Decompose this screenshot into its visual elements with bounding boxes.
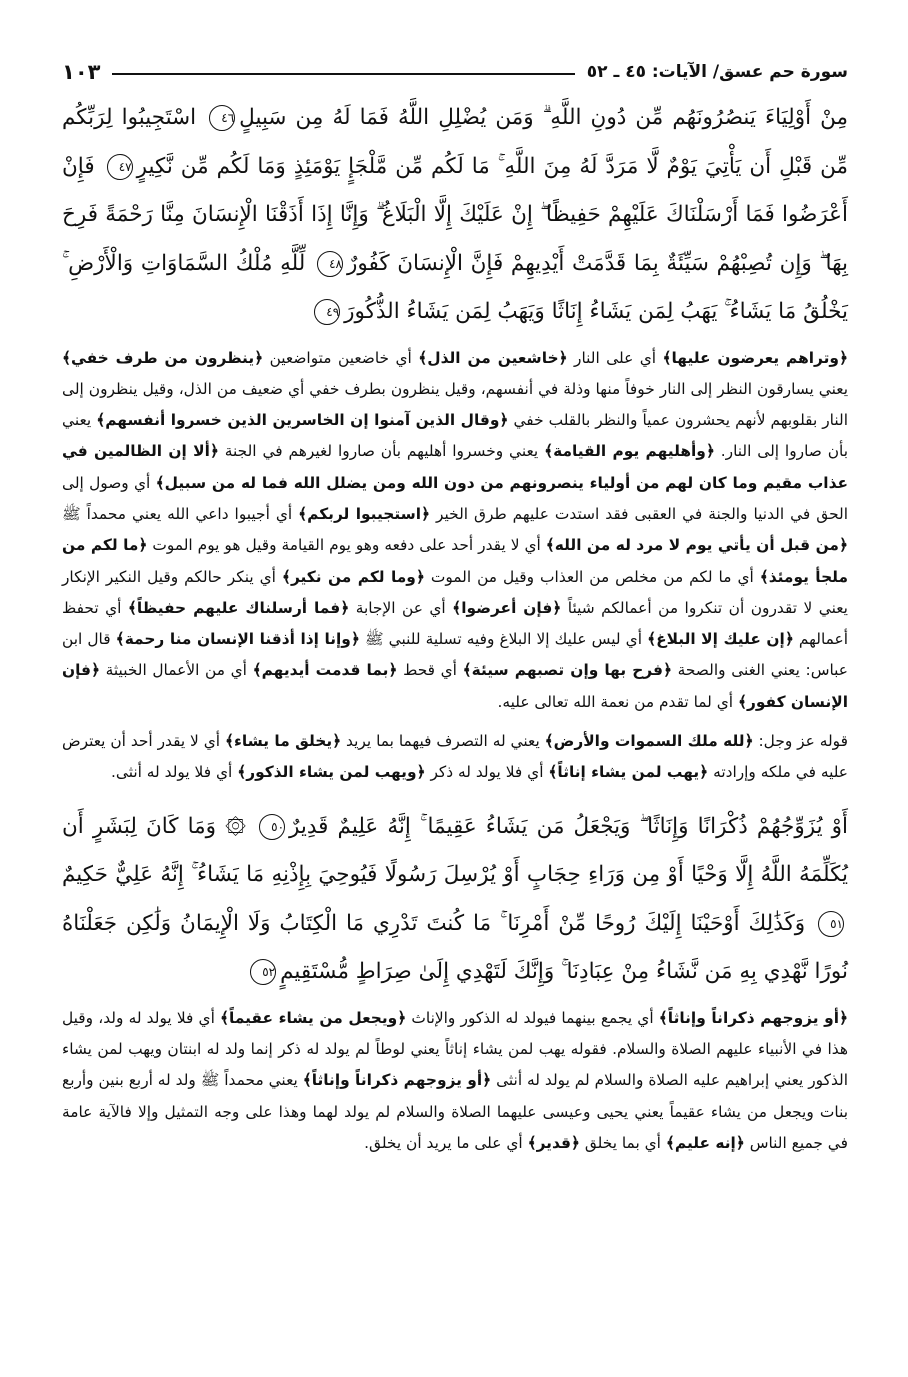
quoted-verse-phrase: ﴿يخلق ما يشاء﴾ — [224, 732, 342, 751]
tafsir-section-1 — [62, 343, 848, 789]
commentary-text: أي بما يخلق — [579, 1133, 666, 1152]
commentary-text: أي فلا يولد له ذكر — [425, 763, 549, 782]
quoted-verse-phrase: ﴿فرح بها وإن تصبهم سيئة﴾ — [462, 661, 672, 680]
quoted-verse-phrase: ﴿إنه عليم﴾ — [665, 1133, 745, 1152]
commentary-text: يعني محمداً ﷺ ولد له أربع بنين وأربع بنات ويجعل من يشاء عقيماً يعني يحيى وعيسى عليهما الصلاة والسلام لم يولد لهما وهذا على وجه التمثيل وإلا فالآية عامة في جميع الناس — [62, 1071, 848, 1152]
commentary-text: أي قحط — [397, 661, 463, 680]
ayah-number-marker: ٤٦ — [209, 105, 235, 131]
commentary-text: يعني يسارقون النظر إلى النار خوفاً منها وذلة في أنفسهم، وقيل ينظرون بطرف خفي أي ضعيف من الذل، وقيل ينظرون إلى النار بقلوبهم لأنهم يحشرون عمياً والنظر بالقلب خفي — [62, 379, 848, 430]
commentary-text: أي وصول إلى الحق في الدنيا والجنة في العقبى فقد استدت عليهم طرق الخير — [62, 473, 848, 523]
ayah-text: أَوْ يُزَوِّجُهُمْ ذُكْرَانًا وَإِنَاثًا ۖ وَيَجْعَلُ مَن يَشَاءُ عَقِيمًا ۚ إِنَّهُ عَلِيمٌ قَدِيرٌ — [289, 813, 848, 839]
quoted-verse-phrase: ﴿خاشعين من الذل﴾ — [418, 348, 568, 367]
quran-block-1 — [62, 94, 848, 337]
ayah-text: لِّلَّهِ مُلْكُ السَّمَاوَاتِ وَالْأَرْضِ ۚ يَخْلُقُ مَا يَشَاءُ ۚ يَهَبُ لِمَن يَشَاءُ إِنَاثًا وَيَهَبُ لِمَن يَشَاءُ الذُّكُورَ — [62, 250, 848, 324]
quoted-verse-phrase: ﴿من قبل أن يأتي يوم لا مرد له من الله﴾ — [545, 536, 848, 555]
commentary-text: أي خاضعين متواضعين — [263, 348, 419, 367]
commentary-text: أي فلا يولد له أنثى. — [110, 763, 238, 782]
ayah-46 — [205, 105, 848, 130]
commentary-text: يعني له التصرف فيهما بما يريد — [341, 732, 545, 751]
quoted-verse-phrase: ﴿وإنا إذا أذقنا الإنسان منا رحمة﴾ — [115, 630, 360, 649]
header-rule — [112, 73, 574, 75]
commentary-text: أي لما تقدم من نعمة الله تعالى عليه. — [497, 692, 738, 711]
ayah-50 — [255, 814, 848, 839]
quoted-verse-phrase: ﴿فما أرسلناك عليهم حفيظاً﴾ — [127, 598, 350, 617]
page-header — [62, 52, 848, 92]
quoted-verse-phrase: ﴿وأهليهم يوم القيامة﴾ — [544, 442, 715, 461]
quoted-verse-phrase: ﴿ويهب لمن يشاء الذكور﴾ — [237, 763, 426, 782]
quoted-verse-phrase: ﴿وقال الذين آمنوا إن الخاسرين الذين خسروا أنفسهم﴾ — [96, 411, 509, 430]
commentary-text: أي تحفظ أعمالهم — [62, 598, 848, 649]
quoted-verse-phrase: ﴿لله ملك السموات والأرض﴾ — [544, 732, 754, 751]
commentary-text: يعني بأن صاروا إلى النار. — [62, 411, 848, 461]
commentary-text: أي فلا يولد له ولد، وقيل هذا في الأنبياء عليهم الصلاة والسلام. فقوله يهب لمن يشاء إناثاً يعني لوطاً لم يولد له ذكر إنما ولد له ابنتان ويهب لمن يشاء الذكور يعني إبراهيم عليه الصلاة والسلام لم يولد له أنثى — [62, 1008, 848, 1090]
tafsir-section-2 — [62, 1003, 848, 1159]
quoted-verse-phrase: ﴿وما لكم من نكير﴾ — [281, 567, 425, 586]
quoted-verse-phrase: ﴿بما قدمت أيديهم﴾ — [252, 661, 398, 680]
quoted-verse-phrase: ﴿أو يزوجهم ذكراناً وإناثاً﴾ — [302, 1071, 492, 1090]
quoted-verse-phrase: ﴿إن عليك إلا البلاغ﴾ — [647, 630, 794, 649]
ayah-text: مِنْ أَوْلِيَاءَ يَنصُرُونَهُم مِّن دُونِ اللَّهِ ۗ وَمَن يُضْلِلِ اللَّهُ فَمَا لَهُ مِن سَبِيلٍ — [239, 105, 849, 130]
commentary-text: أي على النار — [567, 348, 663, 367]
commentary-text: أي لا يقدر أحد أن يعترض عليه في ملكه وإرادته — [62, 732, 848, 782]
quran-block-2 — [62, 803, 848, 997]
tafsir-paragraph — [62, 1003, 848, 1159]
quoted-verse-phrase: ﴿قدير﴾ — [527, 1133, 580, 1152]
quoted-verse-phrase: ﴿فإن الإنسان كفور﴾ — [62, 661, 848, 711]
commentary-text: أي ما لكم من مخلص من العذاب وقيل من الموت — [424, 567, 760, 586]
commentary-text: أي ينكر حالكم وقيل النكير الإنكار يعني لا تقدرون أن تنكروا من أعمالكم شيئاً — [62, 567, 848, 617]
commentary-text: قال ابن عباس: يعني الغنى والصحة — [62, 630, 848, 680]
ayah-text: ۞ وَمَا كَانَ لِبَشَرٍ أَن يُكَلِّمَهُ اللَّهُ إِلَّا وَحْيًا أَوْ مِن وَرَاءِ حِجَابٍ أَوْ يُرْسِلَ رَسُولًا فَيُوحِيَ بِإِذْنِهِ مَا يَشَاءُ ۚ إِنَّهُ عَلِيٌّ حَكِيمٌ — [62, 813, 848, 888]
quoted-verse-phrase: ﴿ما لكم من ملجأ يومئذ﴾ — [62, 536, 848, 586]
ayah-text: وَكَذَٰلِكَ أَوْحَيْنَا إِلَيْكَ رُوحًا مِّنْ أَمْرِنَا ۚ مَا كُنتَ تَدْرِي مَا الْكِتَابُ وَلَا الْإِيمَانُ وَلَٰكِن جَعَلْنَاهُ نُورًا نَّهْدِي بِهِ مَن نَّشَاءُ مِنْ عِبَادِنَا ۚ وَإِنَّكَ لَتَهْدِي إِلَىٰ صِرَاطٍ مُّسْتَقِيمٍ — [62, 910, 848, 985]
commentary-text: أي ليس عليك إلا البلاغ وفيه تسلية للنبي ﷺ — [359, 630, 648, 649]
ayah-number-marker: ٥٠ — [259, 814, 285, 840]
commentary-text: أي أجيبوا داعي الله يعني محمداً ﷺ — [62, 504, 299, 523]
commentary-text: أي عن الإجابة — [349, 598, 453, 617]
commentary-text: قوله عز وجل: — [753, 732, 848, 751]
quoted-verse-phrase: ﴿يهب لمن يشاء إناثاً﴾ — [548, 763, 709, 782]
ayah-52 — [62, 911, 848, 985]
quoted-verse-phrase: ﴿وتراهم يعرضون عليها﴾ — [662, 348, 848, 367]
commentary-text: يعني وخسروا أهليهم بأن صاروا لغيرهم في الجنة — [218, 442, 545, 461]
tafsir-paragraph — [62, 726, 848, 789]
quoted-verse-phrase: ﴿أو يزوجهم ذكراناً وإناثاً﴾ — [658, 1008, 848, 1027]
ayah-number-marker: ٥١ — [818, 911, 844, 937]
commentary-text: أي لا يقدر أحد على دفعه وهو يوم القيامة وقيل هو يوم الموت — [147, 536, 546, 555]
quoted-verse-phrase: ﴿فإن أعرضوا﴾ — [452, 598, 562, 617]
quoted-verse-phrase: ﴿ويجعل من يشاء عقيماً﴾ — [220, 1008, 407, 1027]
ayah-text: اسْتَجِيبُوا لِرَبِّكُم مِّن قَبْلِ أَن يَأْتِيَ يَوْمٌ لَّا مَرَدَّ لَهُ مِنَ اللَّهِ ۚ مَا لَكُم مِّن مَّلْجَإٍ يَوْمَئِذٍ وَمَا لَكُم مِّن نَّكِيرٍ — [62, 105, 848, 179]
quoted-verse-phrase: ﴿ينظرون من طرف خفي﴾ — [62, 348, 264, 367]
ayah-text: فَإِنْ أَعْرَضُوا فَمَا أَرْسَلْنَاكَ عَلَيْهِمْ حَفِيظًا ۖ إِنْ عَلَيْكَ إِلَّا الْبَلَاغُ ۗ وَإِنَّا إِذَا أَذَقْنَا الْإِنسَانَ مِنَّا رَحْمَةً فَرِحَ بِهَا ۖ وَإِن تُصِبْهُمْ سَيِّئَةٌ بِمَا قَدَّمَتْ أَيْدِيهِمْ فَإِنَّ الْإِنسَانَ كَفُورٌ — [62, 153, 848, 276]
quoted-verse-phrase: ﴿استجيبوا لربكم﴾ — [298, 504, 431, 523]
page-number: ١٠٣ — [62, 60, 101, 84]
tafsir-paragraph — [62, 343, 848, 719]
commentary-text: أي على ما يريد أن يخلق. — [364, 1133, 528, 1152]
ayah-number-marker: ٤٩ — [314, 299, 340, 325]
ayah-number-marker: ٤٨ — [317, 251, 343, 277]
quoted-verse-phrase: ﴿ألا إن الظالمين في عذاب مقيم وما كان لهم من أولياء ينصرونهم من دون الله ومن يضلل الله فما له من سبيل﴾ — [62, 442, 848, 492]
commentary-text: أي يجمع بينهما فيولد له الذكور والإناث — [406, 1008, 659, 1027]
ayah-number-marker: ٤٧ — [107, 154, 133, 180]
surah-title: سورة حم عسق/ الآيات: ٤٥ ـ ٥٢ — [586, 62, 848, 82]
commentary-text: أي من الأعمال الخبيثة — [100, 661, 253, 680]
ayah-number-marker: ٥٢ — [250, 959, 276, 985]
